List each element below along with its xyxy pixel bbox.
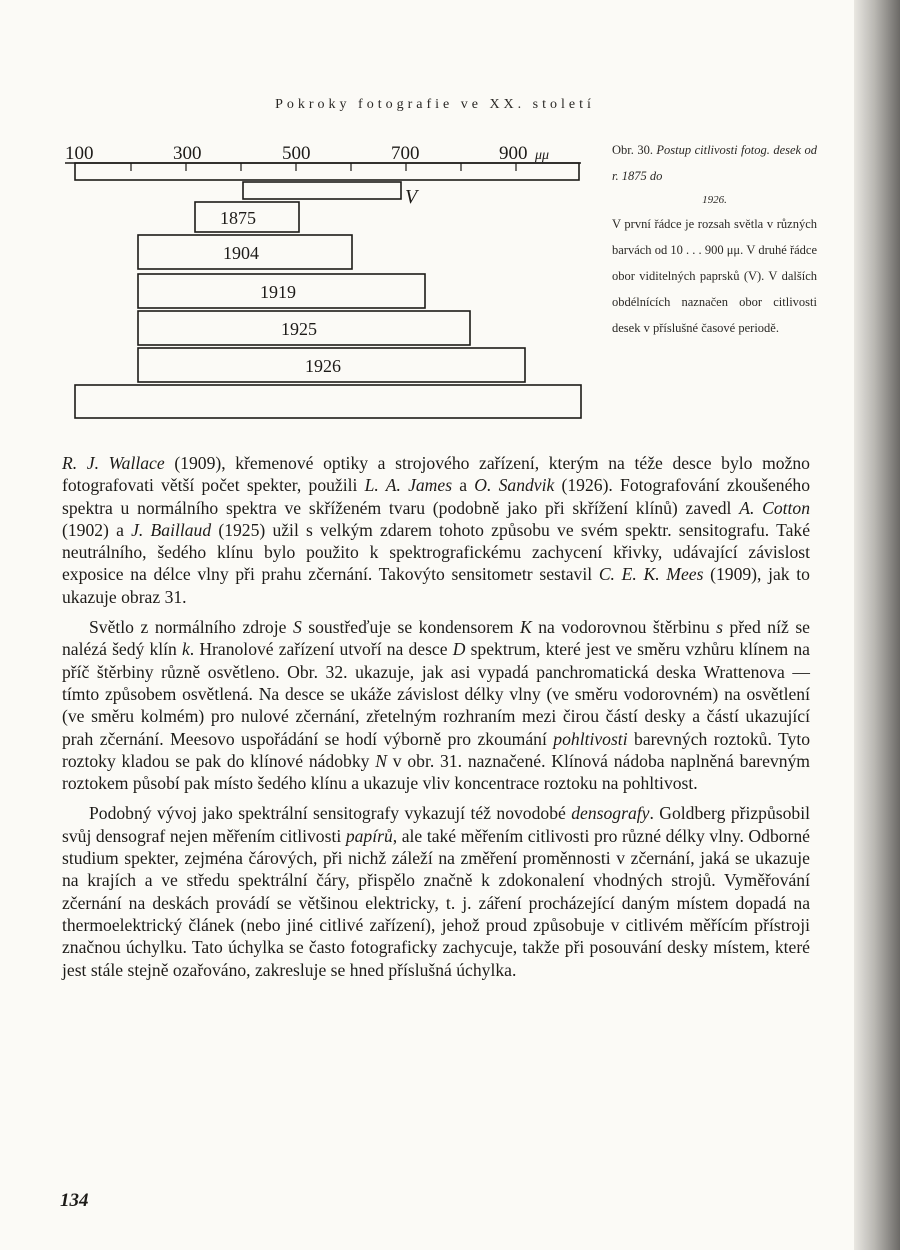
text-run: (1909), jak to ukazuje obraz 31. [62, 564, 810, 607]
italic-run: papírů [345, 825, 393, 846]
caption-text: V první řádce je rozsah světla v různých barvách od 10 . . . 900 μμ. V druhé řádce obor viditelných paprsků (V). V dalších obdélnících naznačen obor citlivosti desek v příslušné časové periodě. [612, 217, 817, 335]
text-run: v obr. 31. naznačené. Klínová nádoba naplněná barevným roztokem působí pak místo šedého klínu a ukazuje vliv koncentrace roztoku na pohltivost. [62, 750, 810, 794]
text-run: soustřeďuje se kondensorem [301, 617, 520, 638]
text-run: . Hranolové zařízení utvoří na desce [189, 639, 453, 660]
paragraph-2 [62, 616, 810, 794]
italic-run: R. J. Wallace [62, 453, 165, 473]
body-text [62, 452, 810, 981]
text-run: barevných roztoků. Tyto roztoky kladou se pak do klínové nádobky [62, 728, 811, 771]
text-run: (1909), křemenové optiky a strojového zařízení, kterým na téže desce bylo možno fotografovati větší počet spekter, použili [62, 453, 810, 496]
page-number: 134 [60, 1190, 89, 1211]
scale-label-500: 500 [282, 143, 311, 164]
caption-figure-number: Obr. 30. [612, 143, 653, 157]
year-label-1926: 1926 [305, 356, 341, 376]
text-run: Světlo z normálního zdroje [89, 617, 293, 638]
italic-run: k [181, 639, 190, 660]
visible-range-label: V [405, 186, 418, 208]
italic-run: O. Sandvik [474, 475, 555, 496]
italic-run: A. Cotton [739, 497, 810, 518]
text-run: , ale také měřením citlivosti pro různé délky vlny. Odborné studium spekter, zejména čárových, při nichž záleží na změření proměnnosti v zčernání, jaká se ukazuje na krajích a ve středu spektrální čáry, přispělo značně k zdokonalení vhodných strojů. Vyměřování zčernání na deskách provádí se většinou elektricky, t. j. záření procházející daným místem dopadá na thermoelektrický článek (nebo jiné citlivé zařízení), jehož proud způsobuje v citlivém měřícím přístroji značnou úchylku. Tato úchylka se často fotograficky zachycuje, takže při posouvání desky místem, které jest stále stejně ozařováno, zakresluje se hned příslušná úchylka. [62, 825, 810, 980]
text-run: na vodorovnou štěrbinu [531, 617, 717, 638]
text-run: (1926). Fotografování zkoušeného spektra u normálního spektra ve skříženém tvaru (podobně jako při skřížení klínů) zavedl [62, 475, 810, 518]
paragraph-3 [62, 802, 810, 980]
caption-title-year: 1926. [702, 194, 727, 206]
italic-run: C. E. K. Mees [598, 564, 704, 585]
scale-label-100: 100 [65, 143, 94, 164]
scale-label-700: 700 [391, 143, 420, 164]
text-run: Podobný vývoj jako spektrální sensitografy vykazují též novodobé [89, 803, 572, 824]
sensitivity-bar-latest [75, 385, 581, 418]
italic-run: s [716, 617, 723, 638]
text-run: spektrum, které jest ve směru vzhůru klínem na příč štěrbiny různě osvětleno. Obr. 32. ukazuje, jak asi vypadá panchromatická deska Wrattenova — tímto způsobem osvětlená. Na desce se ukáže závislost délky vlny (ve směru vodorovném) na osvětlení (ve směru kolmém) pro nulové zčernání, zřetelným rozhraním mezi čirou částí desky a částí ukazující prah zčernání. Meesovo uspořádání se hodí výborně pro zkoumání [62, 639, 810, 749]
text-run: (1902) a [62, 519, 132, 540]
page-edge-shadow [854, 0, 900, 1250]
text-run: . Goldberg přizpůsobil svůj densograf nejen měřením citlivosti [62, 803, 810, 846]
spectrum-range-bar [75, 163, 579, 180]
year-label-1904: 1904 [223, 243, 259, 263]
scale-unit: μμ [535, 148, 550, 163]
figure-caption [612, 137, 817, 341]
italic-run: S [292, 617, 302, 638]
paragraph-1 [62, 452, 810, 608]
running-header: Pokroky fotografie ve XX. století [275, 97, 595, 112]
visible-range-bar [243, 182, 401, 199]
italic-run: D [452, 639, 466, 660]
italic-run: L. A. James [364, 475, 453, 496]
year-label-1919: 1919 [260, 282, 296, 302]
year-label-1875: 1875 [220, 208, 256, 228]
italic-run: J. Baillaud [131, 519, 212, 540]
sensitivity-figure [55, 135, 595, 435]
scale-label-900: 900 [499, 143, 528, 164]
italic-run: pohltivosti [553, 728, 628, 749]
italic-run: N [375, 750, 387, 771]
text-run: a [452, 475, 475, 496]
sensitivity-diagram [55, 135, 595, 435]
italic-run: K [519, 617, 532, 638]
text-run: (1925) užil s velkým zdarem tohoto způsobu ve svém spektr. sensitografu. Také neutrálního, šedého klínu bylo použito k spektrografickému zachycení křivky, udávající závislost exposice na délce vlny při prahu zčernání. Takovýto sensitometr sestavil [62, 519, 810, 585]
text-run: před níž se nalézá šedý klín [62, 617, 810, 660]
caption-title: Postup citlivosti fotog. desek od r. 1875 do [612, 143, 818, 183]
italic-run: densografy [571, 803, 650, 824]
year-label-1925: 1925 [281, 319, 317, 339]
scale-label-300: 300 [173, 143, 202, 164]
scale-ticks [131, 163, 516, 171]
